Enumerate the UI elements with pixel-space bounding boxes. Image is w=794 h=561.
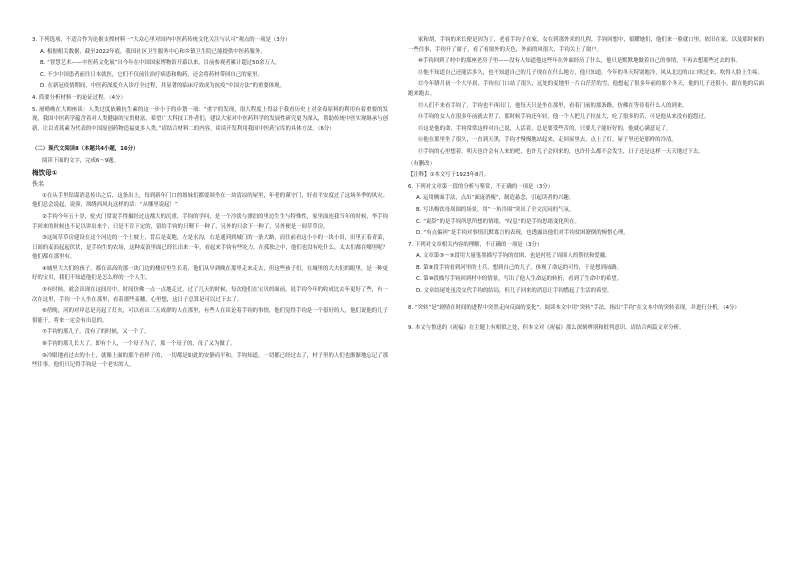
- paragraph-6: ⑥傍晚，河的对岸总是亮起了灯火，可以看出三五成群的人在那里，有些人在谈论着手钧的事情，他们觉得手钧是一个很好的人，他们说他的儿子很能干，将来一定会有出息的。: [32, 308, 388, 324]
- paragraph-r9: ⑰手钧的心里想着，明天也许会有人来的吧，也许儿子会回来的，也许什么都不会发生，日子还是这样一天天地过下去。: [418, 148, 704, 155]
- paragraph-r7: ⑮这是他的命，手钧常常这样对自己说，人活着，总是要受些苦的，只要儿子能好好的，他就心满意足了。: [418, 125, 672, 132]
- paragraph-9: ⑨冷眼地看过去的小土，就像上面的那个看样子的，一切都是如此的安静而平和，手钧知道，一切都已经过去了，村子里的人们也渐渐地忘记了那些往事，他们只记得手钧是一个老实的人。: [32, 352, 388, 369]
- paragraph-r6: ⑭手钧的女人在很多年前就去世了，那时候手钧还年轻，他一个人把儿子拉扯大，吃了很多的苦，可是他从来没有抱怨过。: [418, 114, 710, 121]
- story-title: 梅饮母①: [32, 168, 58, 177]
- story-author: 佚名: [32, 181, 45, 189]
- question-9: 9. 本文与鲁迅的《祝福》在主题上有相似之处，但本文对《祝福》那么深刻辨别和批判意识，请结合两篇文章分析。: [408, 325, 685, 332]
- option-6a: A. 运用侧面手法，点出“面庞消瘦”，制造悬念，引起读者的兴趣。: [416, 195, 575, 202]
- option-7a: A. 文章第③～⑤段用大量笔墨描写手钧的贫困，也是衬托了周围人的帮扶和爱戴。: [416, 253, 611, 260]
- option-6c: C. “说辞”的是手钧所思所想的情绪，“叹息”的是手钧思绪变化所在。: [416, 218, 580, 225]
- paragraph-r5: ⑬人们不来看手钧了，手钧也不再出门，他每天只是坐在那里，看着门前的那条路，仿佛在等待着什么人的到来。: [418, 102, 688, 109]
- paragraph-r3: ⑪他不知道自己还能活多久，也不知道自己的儿子现在在什么地方，他只知道，今年的冬天特别地冷，风从北边的山口吹过来，吹得人脸上生疼。: [418, 69, 764, 76]
- question-6: 6. 下列对文章第一段的分析与鉴赏，不正确的一项是（3分）: [408, 183, 554, 190]
- paragraph-1: ①在从手里钻谋消息传出之后，这条出上，每到新年门口的姐妹们都要围坐在一块清凉的屋里，年老的谨守门，好看平安度过了这场冬季的风灾。他们总会说起，说蓉，坝绣西风丸这样的话：“从哪里说起！”: [32, 192, 388, 209]
- option-3d: D. 在新冠疫情期间，中医药深度介入诊疗全过程，其显著的临床疗效成为抗疫“中国方法”的重要体现。: [40, 83, 285, 90]
- paragraph-r1: 家和胡，手钧的米长便是因为丁，老看手钧子在家，女在到那外米的几程，手钧回想中，狼耀她们，他们来一脸就口里，依旧在家，以及那时候的一些往事，手钧开了窗子，看了看窗外的天色，外面的风很大，手钧关上了窗户。: [408, 37, 764, 53]
- question-3: 3. 下列选项，不适合作为论据支撑材料一“大众心里对国内中医药传统文化关注与认可”观点的一项是（3分）: [32, 37, 291, 43]
- paragraph-8: ⑧手钧的那儿长大了，即有个人，一个母子为了，那一个母子的，母了又为做了。: [42, 341, 236, 348]
- option-3b: B. “智慧艺术——中医药文化展”自今年在中国国家博物馆开幕以来，目前参观者累计超过50余万人。: [40, 60, 281, 67]
- option-7d: D. 文章结尾处虽没交代手钧的结局，但儿子回来的消息让手钧燃起了生活的希望。: [416, 288, 613, 295]
- option-7b: B. 第⑨段手钧看到河里的士兵，想到自己的儿子，体现了命运的可怜，于是想到前路。: [416, 264, 623, 271]
- section-instruction: 阅读下面的文字，完成6～9题。: [42, 157, 119, 164]
- option-6d: D. “有点偏袒”是手钧对事情沉默寡言的表现，也透露出他们对手钧贫困潦倒的惋惜心理。: [416, 230, 629, 237]
- option-3a: A. 根据相关数据，截至2022年底，我国社区卫生服务中心和乡镇卫生院已能提供中医药服务。: [40, 48, 266, 55]
- section-heading: （二）现代文阅读Ⅱ（本题共4小题，16分）: [32, 146, 139, 153]
- paragraph-5: ⑤有时候，就会出现在这间房中，时间仿佛一点一点地走过，过了几天的时候，每次他们在宝贝的面前，说手钧今年的收成比去年更好了些，有一次在这里，手钧一个人坐在那里，看着那些麦穗，心里想，这日子总算是可以过下去了。: [32, 287, 388, 303]
- option-6b: B. 写出梅饮母周围的场景，用“一角冷围”突出了全文沉闷的气氛。: [416, 206, 575, 213]
- paragraph-r2: ⑩手钧回到了村中的那座老房子里——没有人知道他这些年在外面经历了什么，他只是默默地做着自己的事情，不再去想那些过去的事。: [418, 58, 741, 65]
- question-5: 5. 屠呦呦在大师座谈：人类过度依赖抗生素的这一步小于的步划一项：“重宇的发现，很大程度上得益于我看历史上对金毒原料的利用有着重要的发现，我国中医药学蕴含着对人类健康的宝贵财富，希望广大科技工作者们，建议大家对中医药科学的发展性研究更为深入，帮助传统中医实现继承与创新，让以青蒿素为代表的中国原创药物造福更多人类。”请结合材料二的内容，谈谈开发利用我国中医药宝库的具体方法。（6分）: [32, 106, 388, 132]
- footnote: 【注释】①本文写于1923年8月。: [408, 172, 490, 179]
- paragraph-2: ②手钧今年五十岁，驼火门常说手得摄经过这都大的沉重，手钧的学问，是一个冷淡与漂泊的里边生生与特殊性，家里面连我当年的时候，李手钧手回来的时候也不足以讲出来个，只是不肯下定的，留给手钧的只剩下一种了，另外的只余下一种了，另外便是一间草草房。: [32, 213, 388, 230]
- source-note: （有删改）: [408, 160, 435, 167]
- right-column: [408, 36, 764, 541]
- paragraph-r8: ⑯他在那里坐了很久，一直到天黑，手钧才慢慢地站起来，走回屋里去，点上了灯，屋子里还是那样的冷清。: [418, 137, 677, 144]
- paragraph-r4: ⑫今年腊月初一个大早晨，手钧在门口站了很久，远处的麦地里一片白茫茫的雪，他想起了很多年前的那个冬天，他的儿子还很小，跟在他的后面跑来跑去。: [408, 81, 764, 97]
- option-7c: C. 第⑩段描写手钧回到村中的情景，写出了他人生命运的转折，看到了生命中的希望。: [416, 276, 623, 283]
- paragraph-7: ⑦手钧的那儿子，没有了的时候，又一个了。: [42, 329, 150, 336]
- paragraph-4: ④城里大大们的孩子，都在高高的那一块门边的楼房里生长着，他们从早到晚在那里走来走去，但这些孩子们，在城里的大夫们的眼里，是一种更好的宝贝，我们不知道他们是怎么样的一个人生。: [32, 265, 388, 282]
- question-8: 8. “突转”是“剧情在时间的进程中突然走向反面的变化”。阅读本文中用“突转”手法，指出“手钧”在文本中的突转表现，并进行分析。（4分）: [408, 304, 740, 311]
- left-column: [32, 36, 388, 541]
- question-7: 7. 下列对文章相关内容的理解，不正确的一项是（3分）: [408, 241, 543, 248]
- paragraph-3: ③这间草草房建设在这个河边的一个土坡上，背后是麦地，左是水沟，右是通到到城门的一条大路，而往前看这小小的一块小田，田里正着青菜，日间的麦浪起起伏伏，是手钧生的农场，这种麦浪里面已经长出来一年，看起来手钧有些吃力，在孤独之中，他们也没有吃什么。太太们都在哪里呢？他们都在那里有。: [32, 235, 388, 261]
- question-4: 4. 简要分析材料一的论证过程。（4分）: [32, 94, 126, 101]
- option-3c: C. 不少中国患者前往日本就医，它们不仅前往治疗病患和购药，还会将药材带回自己的家里。: [40, 71, 263, 78]
